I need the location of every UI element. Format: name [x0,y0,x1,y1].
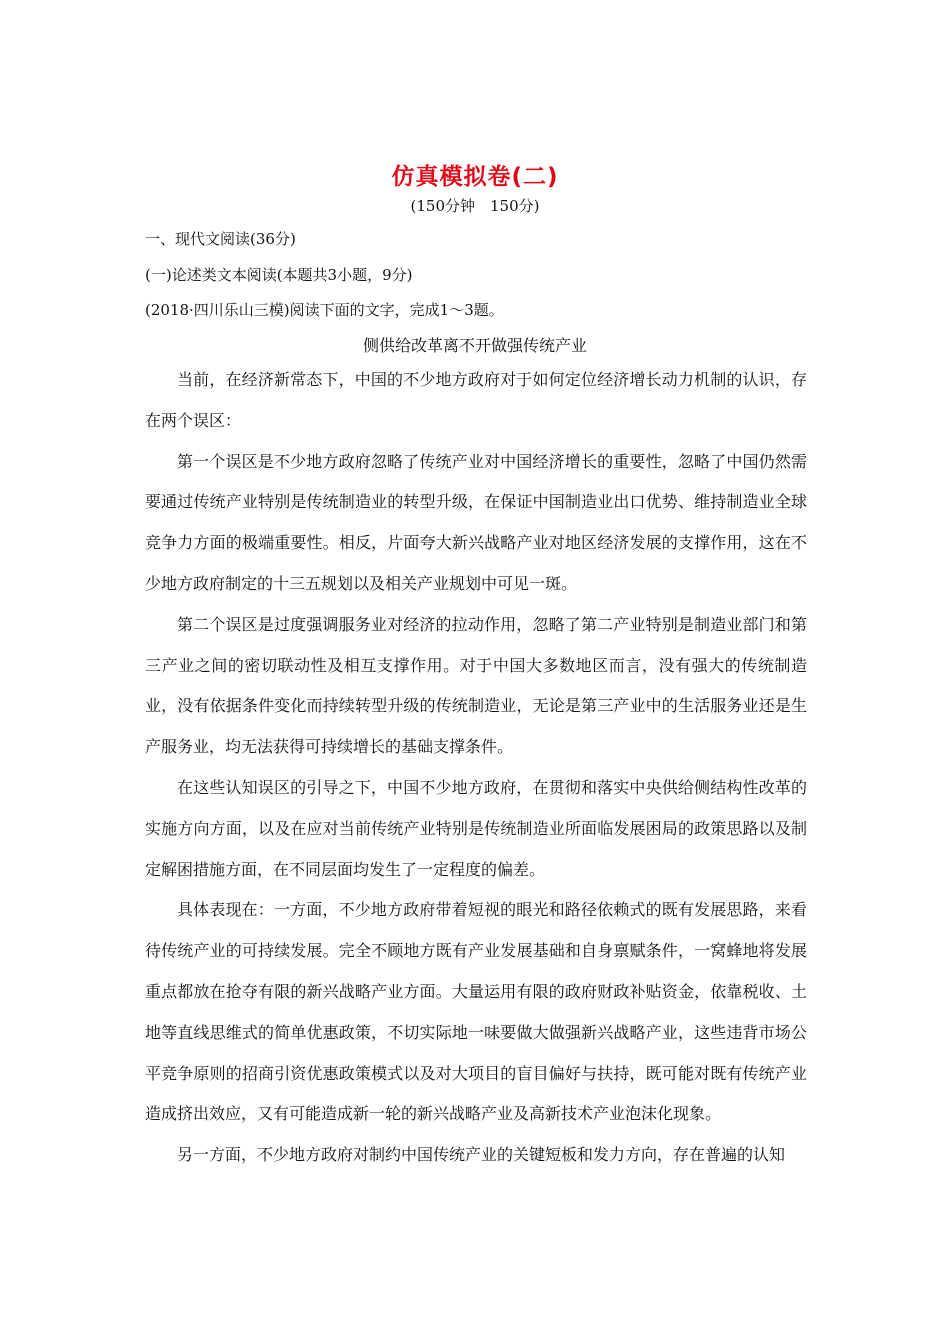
exam-duration-score: (150分钟 150分) [410,197,540,215]
paragraph: 当前，在经济新常态下，中国的不少地方政府对于如何定位经济增长动力机制的认识，存在两个误区： [145,370,807,430]
article-body [145,360,807,1176]
exam-title: 仿真模拟卷(二) [391,164,559,190]
paragraph: 另一方面，不少地方政府对制约中国传统产业的关键短板和发力方向，存在普遍的认知 [177,1145,786,1165]
article-title: 侧供给改革离不开做强传统产业 [362,336,587,355]
paragraph: 第一个误区是不少地方政府忽略了传统产业对中国经济增长的重要性，忽略了中国仍然需要通过传统产业特别是传统制造业的转型升级，在保证中国制造业出口优势、维持制造业全球竞争力方面的极端重要性。相反，片面夸大新兴战略产业对地区经济发展的支撑作用，这在不少地方政府制定的十三五规划以及相关产业规划中可见一斑。 [145,451,807,593]
paragraph: 具体表现在：一方面，不少地方政府带着短视的眼光和路径依赖式的既有发展思路，来看待传统产业的可持续发展。完全不顾地方既有产业发展基础和自身禀赋条件，一窝蜂地将发展重点都放在抢夺有限的新兴战略产业方面。大量运用有限的政府财政补贴资金，依靠税收、土地等直线思维式的简单优惠政策，不切实际地一味要做大做强新兴战略产业，这些违背市场公平竞争原则的招商引资优惠政策模式以及对大项目的盲目偏好与扶持，既可能对既有传统产业造成挤出效应，又有可能造成新一轮的新兴战略产业及高新技术产业泡沫化现象。 [145,900,807,1124]
paragraph: 在这些认知误区的引导之下，中国不少地方政府，在贯彻和落实中央供给侧结构性改革的实施方向方面，以及在应对当前传统产业特别是传统制造业所面临发展困局的政策思路以及制定解困措施方面，在不同层面均发生了一定程度的偏差。 [145,777,807,879]
source-instruction: (2018·四川乐山三模)阅读下面的文字，完成1～3题。 [145,301,504,319]
paragraph: 第二个误区是过度强调服务业对经济的拉动作用，忽略了第二产业特别是制造业部门和第三产业之间的密切联动性及相互支撑作用。对于中国大多数地区而言，没有强大的传统制造业，没有依据条件变化而持续转型升级的传统制造业，无论是第三产业中的生活服务业还是生产服务业，均无法获得可持续增长的基础支撑条件。 [145,614,807,757]
subsection-heading: (一)论述类文本阅读(本题共3小题，9分) [145,266,413,284]
section-heading: 一、现代文阅读(36分) [145,230,296,248]
